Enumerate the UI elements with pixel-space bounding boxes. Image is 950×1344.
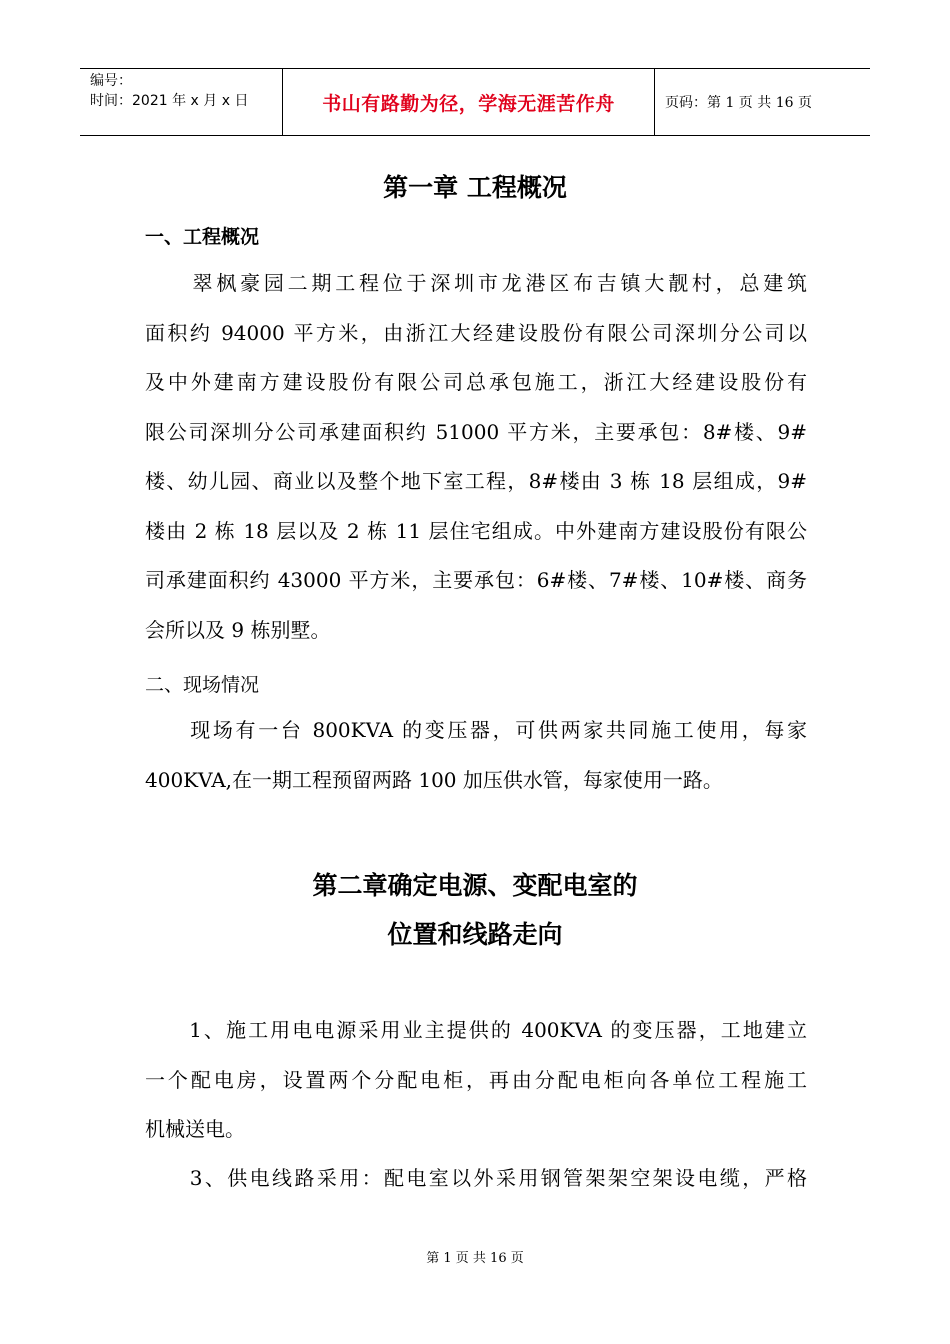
- paragraph-line: 400KVA,在一期工程预留两路 100 加压供水管，每家使用一路。: [145, 767, 723, 792]
- paragraph-line: 1、施工用电电源采用业主提供的 400KVA 的变压器，工地建立: [145, 1018, 807, 1042]
- paragraph-line: 及中外建南方建设股份有限公司总承包施工，浙江大经建设股份有: [145, 370, 807, 394]
- header-motto: 书山有路勤为径，学海无涯苦作舟: [282, 69, 655, 135]
- paragraph-line: 司承建面积约 43000 平方米，主要承包：6#楼、7#楼、10#楼、商务: [145, 568, 807, 592]
- header-meta: [80, 69, 282, 135]
- section2-heading: 二、现场情况: [145, 674, 260, 696]
- paragraph-line: 翠枫豪园二期工程位于深圳市龙港区布吉镇大靓村，总建筑: [145, 271, 807, 295]
- header-page-info: 页码：第 1 页 共 16 页: [665, 95, 812, 111]
- paragraph-line: 机械送电。: [145, 1117, 245, 1141]
- item1-paragraph: [145, 1006, 807, 1155]
- paragraph-line: 会所以及 9 栋别墅。: [145, 617, 331, 642]
- paragraph-line: 现场有一台 800KVA 的变压器，可供两家共同施工使用，每家: [145, 718, 807, 742]
- page-footer: 第 1 页 共 16 页: [426, 1251, 524, 1266]
- chapter2-title-line1: 第二章确定电源、变配电室的: [312, 871, 638, 900]
- paragraph-line: 楼、幼儿园、商业以及整个地下室工程，8#楼由 3 栋 18 层组成，9#: [145, 469, 807, 493]
- section1-heading: 一、工程概况: [145, 226, 260, 248]
- paragraph-line: 一个配电房，设置两个分配电柜，再由分配电柜向各单位工程施工: [145, 1067, 807, 1092]
- document-header: [80, 68, 870, 136]
- number-label: 编号：: [90, 73, 132, 89]
- paragraph-line: 限公司深圳分公司承建面积约 51000 平方米，主要承包：8#楼、9#: [145, 419, 807, 444]
- paragraph-line: 楼由 2 栋 18 层以及 2 栋 11 层住宅组成。中外建南方建设股份有限公: [145, 518, 807, 543]
- chapter2-title-line2: 位置和线路走向: [387, 920, 563, 949]
- chapter1-title: 第一章 工程概况: [383, 173, 567, 202]
- item3-paragraph: [145, 1154, 807, 1204]
- time-label: 时间：2021 年 x 月 x 日: [90, 93, 249, 109]
- paragraph-line: 面积约 94000 平方米，由浙江大经建设股份有限公司深圳分公司以: [145, 320, 807, 345]
- section1-paragraph: [145, 259, 807, 655]
- section2-paragraph: [145, 706, 807, 805]
- paragraph-line: 3、供电线路采用：配电室以外采用钢管架架空架设电缆，严格: [145, 1166, 807, 1190]
